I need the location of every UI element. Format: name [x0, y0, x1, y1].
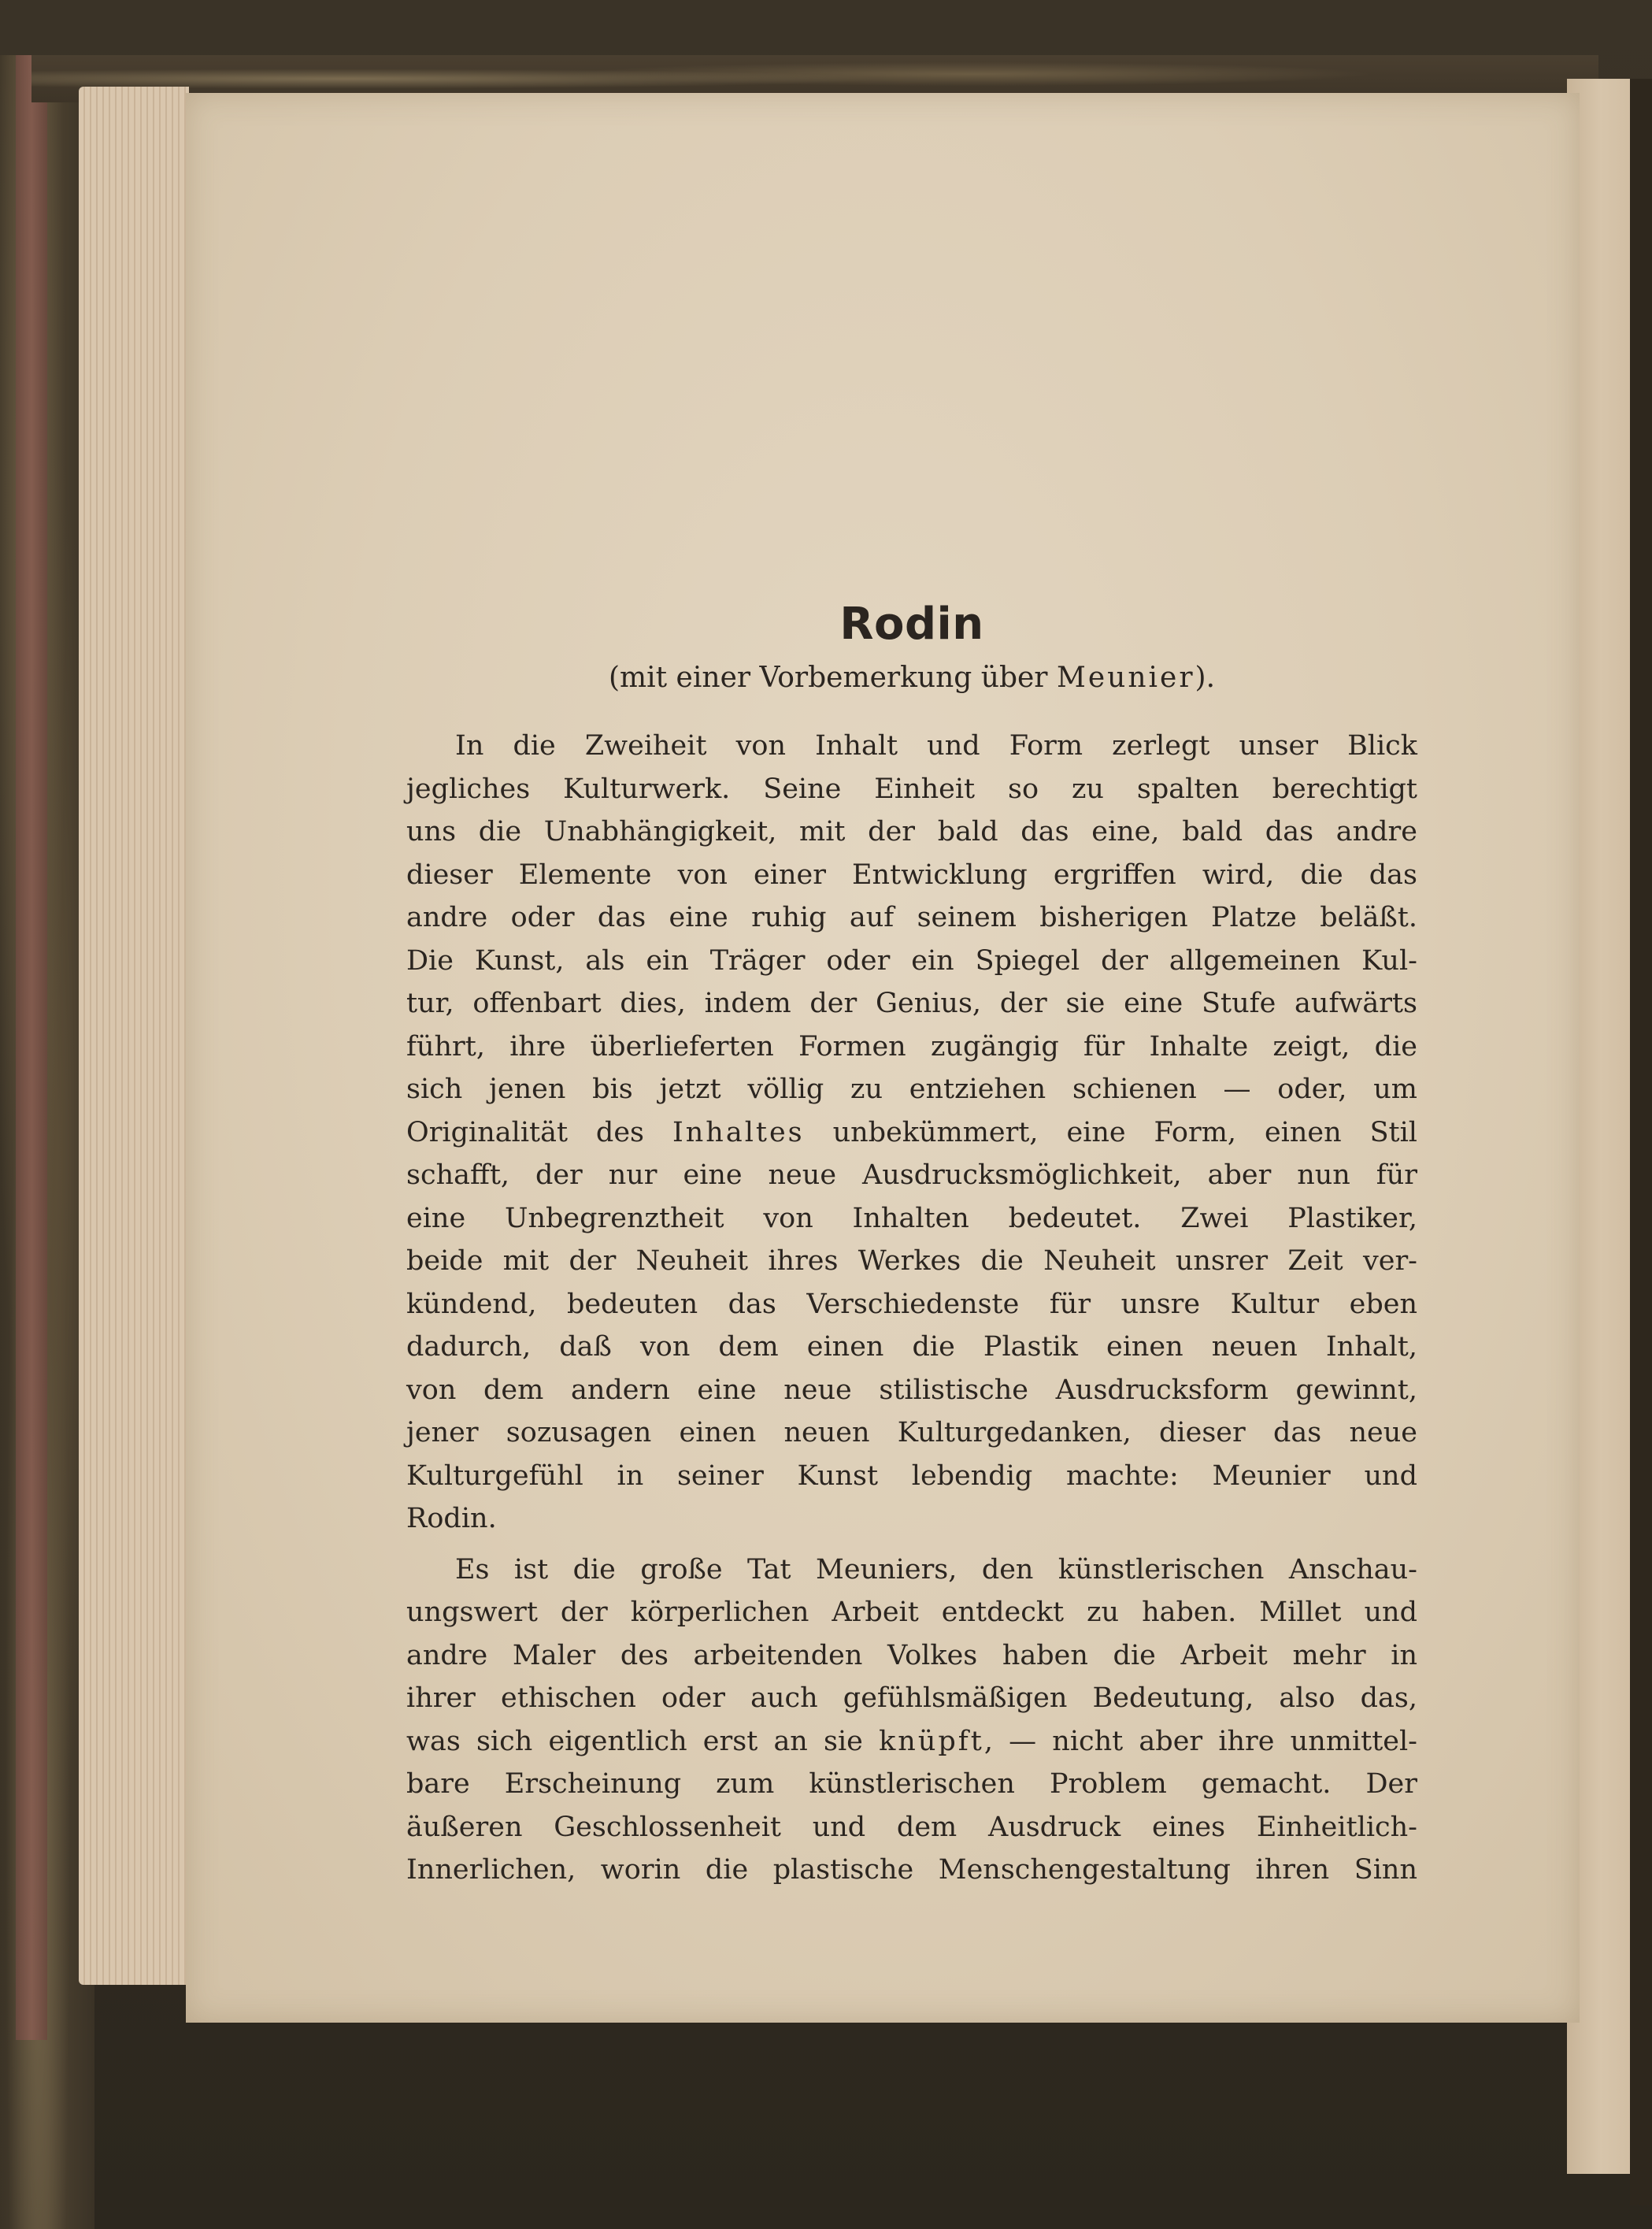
text-fragment: unbekümmert, eine Form, einen Stil	[804, 1116, 1417, 1148]
text-line: sich jenen bis jetzt völlig zu entziehen schienen — oder, um	[406, 1074, 1417, 1105]
right-cover-edge	[1630, 79, 1652, 2205]
text-line: Kulturgefühl in seiner Kunst lebendig machte: Meunier und	[406, 1459, 1417, 1492]
text-line: In die Zweiheit von Inhalt und Form zerlegt unser Blick	[455, 730, 1417, 762]
text-line: bare Erscheinung zum künstlerischen Problem gemacht. Der	[406, 1768, 1417, 1800]
spaced-emphasis: Inhaltes	[672, 1116, 805, 1148]
text-line: andre Maler des arbeitenden Volkes haben die Arbeit mehr in	[406, 1639, 1417, 1671]
text-line: beide mit der Neuheit ihres Werkes die Neuheit unsrer Zeit ver-	[406, 1245, 1417, 1277]
text-line: eine Unbegrenztheit von Inhalten bedeutet. Zwei Plastiker,	[406, 1202, 1417, 1234]
text-fragment: was sich eigentlich erst an sie	[406, 1725, 880, 1757]
page-edges	[79, 87, 189, 1985]
text-line: Die Kunst, als ein Träger oder ein Spiegel der allgemeinen Kul-	[406, 944, 1417, 977]
chapter-subtitle	[406, 658, 1417, 698]
chapter-title: Rodin	[839, 599, 984, 650]
text-line: jegliches Kulturwerk. Seine Einheit so zu spalten berechtigt	[406, 773, 1417, 805]
page-text	[406, 597, 1417, 1892]
text-line: ungswert der körperlichen Arbeit entdeckt zu haben. Millet und	[406, 1597, 1417, 1628]
text-line	[406, 1720, 1417, 1764]
text-line	[406, 1111, 1417, 1155]
cloth-spine	[16, 55, 47, 2040]
text-line: uns die Unabhängigkeit, mit der bald das eine, bald das andre	[406, 816, 1417, 847]
subtitle-text-end: ).	[1195, 662, 1216, 694]
text-line: andre oder das eine ruhig auf seinem bisherigen Platze beläßt.	[406, 902, 1417, 933]
spaced-emphasis: knüpft	[879, 1725, 984, 1757]
text-line: äußeren Geschlossenheit und dem Ausdruck eines Einheitlich-	[406, 1811, 1417, 1843]
text-line: ihrer ethischen oder auch gefühlsmäßigen Bedeutung, also das,	[406, 1682, 1417, 1714]
text-line: Es ist die große Tat Meuniers, den künstlerischen Anschau-	[455, 1553, 1417, 1586]
subtitle-text: (mit einer Vorbemerkung über	[608, 662, 1057, 694]
text-fragment: Originalität des	[406, 1116, 672, 1148]
text-line: dadurch, daß von dem einen die Plastik einen neuen Inhalt,	[406, 1331, 1417, 1363]
text-fragment: , — nicht aber ihre unmittel-	[983, 1725, 1418, 1757]
subtitle-spaced: Meunier	[1056, 662, 1195, 694]
paragraph-2	[406, 1548, 1417, 1892]
text-line: jener sozusagen einen neuen Kulturgedanken, dieser das neue	[406, 1417, 1417, 1448]
text-line: dieser Elemente von einer Entwicklung ergriffen wird, die das	[406, 859, 1417, 891]
text-line: tur, offenbart dies, indem der Genius, der sie eine Stufe aufwärts	[406, 988, 1417, 1019]
text-line: schafft, der nur eine neue Ausdrucksmöglichkeit, aber nun für	[406, 1159, 1417, 1191]
text-line: Rodin.	[406, 1503, 497, 1534]
text-line: kündend, bedeuten das Verschiedenste für unsre Kultur eben	[406, 1288, 1417, 1320]
text-line: von dem andern eine neue stilistische Ausdrucksform gewinnt,	[406, 1374, 1417, 1406]
paragraph-1	[406, 725, 1417, 1541]
text-line: führt, ihre überlieferten Formen zugängig für Inhalte zeigt, die	[406, 1030, 1417, 1063]
text-line: Innerlichen, worin die plastische Menschengestaltung ihren Sinn	[406, 1854, 1417, 1886]
book-page	[186, 93, 1580, 2023]
